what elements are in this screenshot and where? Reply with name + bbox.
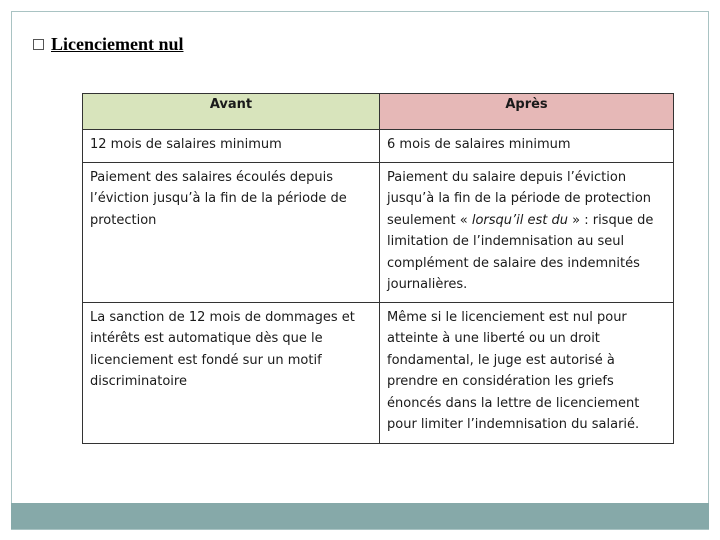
checkbox-bullet-icon xyxy=(33,39,44,50)
cell-italic-text: lorsqu’il est du xyxy=(471,212,568,228)
footer-bar xyxy=(11,503,709,529)
table-row xyxy=(83,130,674,163)
header-avant: Avant xyxy=(83,94,380,130)
page-title: Licenciement nul xyxy=(51,34,184,54)
table-row xyxy=(83,162,674,302)
slide-heading xyxy=(33,34,184,55)
cell-avant: Paiement des salaires écoulés depuis l’éviction jusqu’à la fin de la période de protection xyxy=(83,162,380,302)
cell-apres: Même si le licenciement est nul pour atteinte à une liberté ou un droit fondamental, le juge est autorisé à prendre en considération les griefs énoncés dans la lettre de licenciement pour limiter l’indemnisation du salarié. xyxy=(380,302,674,443)
cell-avant: 12 mois de salaires minimum xyxy=(83,130,380,163)
table-row xyxy=(83,302,674,443)
cell-apres xyxy=(380,162,674,302)
cell-text: Paiement du salaire depuis l’éviction jusqu’à la fin de la période de protection seulement « xyxy=(387,169,652,228)
comparison-table xyxy=(82,93,674,444)
cell-text: » : risque de limitation de l’indemnisation au seul complément de salaire des indemnités journalières. xyxy=(387,212,654,292)
cell-avant: La sanction de 12 mois de dommages et intérêts est automatique dès que le licenciement est fondé sur un motif discriminatoire xyxy=(83,302,380,443)
header-apres: Après xyxy=(380,94,674,130)
table-header-row xyxy=(83,94,674,130)
cell-apres: 6 mois de salaires minimum xyxy=(380,130,674,163)
